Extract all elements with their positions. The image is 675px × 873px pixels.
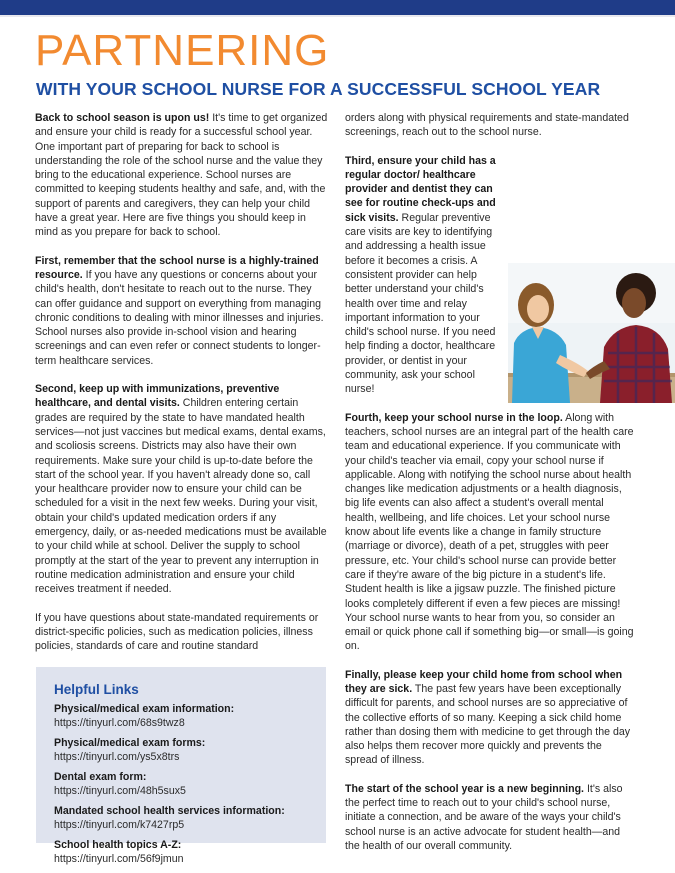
continued-text: orders along with physical requirements and state-mandated screenings, reach out to the school nurse. [345, 112, 629, 139]
link-label: Physical/medical exam forms: [54, 737, 206, 749]
helpful-links-box [36, 667, 326, 865]
tip-four-text: Along with teachers, school nurses are an integral part of the health care team and educational experience. If you communicate with your child's teacher via email, copy your school nurse if applicable. Along with notifying the school nurse about health changes like medication adjustments or a health diagnosis, big life events can also affect a student's overall mental health, wellbeing, and life choices. Let your school nurse know about life events like a change in family structure (marriage or divorce), death of a pet, struggles with peer pressure, etc. Your child's school nurse can provide better care if they're aware of the big picture in a student's life. Student health is like a jigsaw puzzle. The finished picture looks completely different if even a few pieces are missing! Your school nurse wants to hear from you, so consider an email or quick phone call if something big—or small—is going on. [345, 411, 634, 653]
link-label: School health topics A-Z: [54, 839, 182, 851]
top-banner-bar [0, 0, 675, 15]
link-url[interactable]: https://tinyurl.com/56f9jmun [54, 852, 184, 865]
helpful-links-list [54, 703, 322, 873]
tip-three-lead: Third, ensure your child has a regular doctor/ healthcare provider and dentist they can see for routine check-ups and sick visits. [345, 154, 496, 224]
link-url[interactable]: https://tinyurl.com/k7427rp5 [54, 818, 185, 831]
page-subtitle: WITH YOUR SCHOOL NURSE FOR A SUCCESSFUL SCHOOL YEAR [36, 79, 601, 99]
tip-five-paragraph [345, 668, 637, 768]
right-column [345, 111, 637, 867]
tip-three-paragraph [345, 154, 505, 397]
tip-five-lead: Finally, please keep your child home from school when they are sick. [345, 668, 623, 695]
link-item [54, 703, 322, 730]
policies-paragraph [35, 611, 329, 654]
link-url[interactable]: https://tinyurl.com/48h5sux5 [54, 784, 186, 797]
continued-paragraph [345, 111, 637, 140]
tip-two-paragraph [35, 382, 329, 596]
link-label: Dental exam form: [54, 771, 147, 783]
link-item [54, 771, 322, 798]
tip-two-lead: Second, keep up with immunizations, preventive healthcare, and dental visits. [35, 383, 280, 410]
tip-three-text: Regular preventive care visits are key to identifying and addressing a health issue before it becomes a crisis. A consistent provider can help better understand your child's health over time and relay important information to your child's school nurse. If you need help finding a doctor, healthcare provider, or dentist in your community, ask your school nurse! [345, 211, 496, 396]
page-title: PARTNERING [35, 26, 330, 75]
link-url[interactable]: https://tinyurl.com/ys5x8trs [54, 750, 180, 763]
closing-lead: The start of the school year is a new beginning. [345, 782, 584, 795]
tip-two-text: Children entering certain grades are required by the state to have mandated health services—not just vaccines but medical exams, dental exams, and scoliosis screens. Districts may also have their own requirements. Make sure your child is up-to-date before the start of the school year. If you haven't already done so, call your healthcare provider now to ensure your child can be scheduled for a visit in the next few weeks. During your visit, obtain your child's updated medication orders if any emergency, daily, or as-needed medications must be available to your child while at school. Deliver the supply to school promptly at the start of the year to prevent any interruption in routine medication administration and ensure your child receives treatment if needed. [35, 397, 327, 596]
tip-four-lead: Fourth, keep your school nurse in the loop. [345, 411, 563, 424]
link-item [54, 805, 322, 832]
intro-text: It's time to get organized and ensure your child is ready for a successful school year. One important part of preparing for back to school is understanding the role of the school nurse and the value they bring to the educational experience. School nurses are committed to keeping students healthy and safe, and, with the support of parents and caregivers, they can help your child have a great year. Here are five things you should keep in mind as you prepare for back to school. [35, 112, 328, 239]
tip-one-paragraph [35, 254, 329, 368]
policies-text: If you have questions about state-mandated requirements or district-specific policies, such as medication policies, illness policies, standards of care and routine standard [35, 611, 319, 653]
closing-text: It's also the perfect time to reach out to your child's school nurse, initiate a connection, and be aware of the ways your child's school nurse is an active advocate for student health—and the health of our overall community. [345, 782, 623, 852]
link-item [54, 737, 322, 764]
intro-lead: Back to school season is upon us! [35, 112, 210, 124]
tip-one-text: If you have any questions or concerns about your child's health, don't hesitate to reach out to the nurse. They can offer guidance and support on everything from managing chronic conditions to dealing with minor illnesses and injuries. School nurses also provide in-school vision and hearing screenings and can even refer or connect students to longer-term healthcare services. [35, 268, 324, 367]
link-url[interactable]: https://tinyurl.com/68s9twz8 [54, 716, 185, 729]
nurse-and-student-photo [508, 263, 675, 403]
helpful-links-heading: Helpful Links [54, 682, 139, 697]
tip-one-lead: First, remember that the school nurse is a highly-trained resource. [35, 254, 319, 281]
link-label: Mandated school health services information: [54, 805, 285, 817]
intro-paragraph [35, 111, 329, 240]
left-column [35, 111, 329, 667]
link-item [54, 839, 322, 866]
tip-four-paragraph [345, 411, 637, 654]
link-label: Physical/medical exam information: [54, 703, 235, 715]
tip-five-text: The past few years have been exceptionally difficult for parents, and school nurses are so appreciative of the collective efforts of so many. Keeping a sick child home rather than dosing them with medicine to get through the day also helps them recover more quickly and prevents the spread of illness. [345, 682, 631, 767]
nurse-and-student-illustration [508, 263, 675, 403]
top-banner-divider [0, 15, 675, 17]
